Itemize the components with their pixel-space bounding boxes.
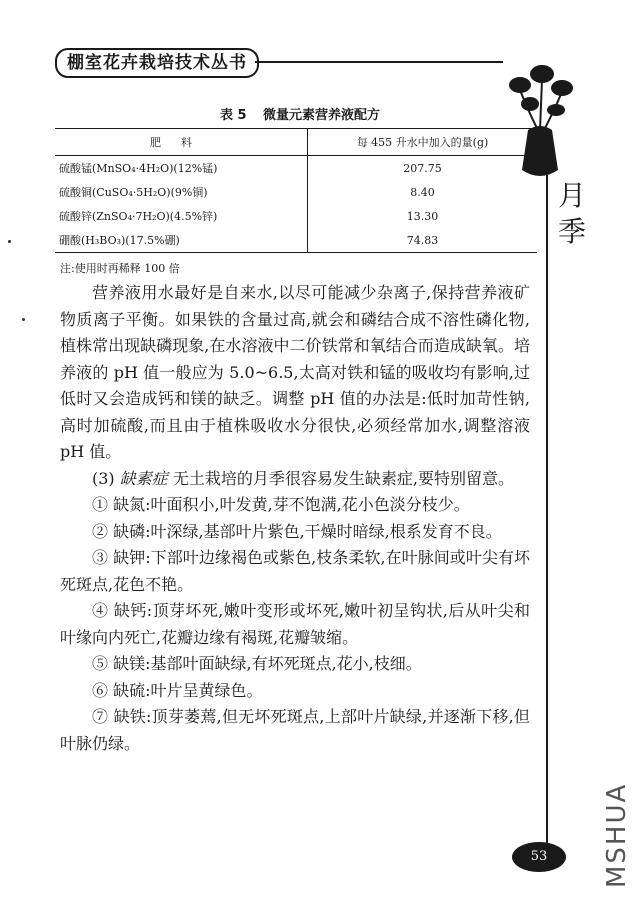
column-header-fertilizer: 肥料 bbox=[55, 129, 308, 156]
side-title-char-1: 月 bbox=[557, 179, 586, 212]
table-row bbox=[55, 204, 537, 228]
fertilizer-name: 硼酸(H₃BO₃)(17.5%硼) bbox=[55, 228, 308, 253]
list-item: ⑦ 缺铁:顶芽萎蔫,但无坏死斑点,上部叶片缺绿,并逐渐下移,但叶脉仍绿。 bbox=[60, 707, 530, 753]
table-title: 微量元素营养液配方 bbox=[263, 108, 381, 123]
fertilizer-name: 硫酸锌(ZnSO₄·7H₂O)(4.5%锌) bbox=[55, 204, 308, 228]
list-item: ⑥ 缺硫:叶片呈黄绿色。 bbox=[92, 680, 263, 700]
table-row bbox=[55, 156, 537, 181]
table-caption bbox=[60, 104, 540, 123]
table-header-row bbox=[55, 129, 537, 156]
fertilizer-amount: 207.75 bbox=[403, 161, 442, 175]
side-chapter-title bbox=[552, 178, 592, 250]
body-text bbox=[60, 280, 530, 757]
table-row bbox=[55, 180, 537, 204]
section-number: (3) bbox=[92, 468, 115, 488]
margin-mark bbox=[8, 240, 11, 243]
header-rule bbox=[255, 61, 503, 63]
list-item: ① 缺氮:叶面积小,叶发黄,芽不饱满,花小色淡分枝少。 bbox=[92, 495, 470, 514]
fertilizer-amount: 8.40 bbox=[410, 185, 435, 199]
series-title: 棚室花卉栽培技术丛书 bbox=[55, 48, 259, 78]
section-intro-text: 无土栽培的月季很容易发生缺素症,要特别留意。 bbox=[172, 468, 514, 488]
list-item: ② 缺磷:叶深绿,基部叶片紫色,干燥时暗绿,根系发育不良。 bbox=[92, 521, 502, 541]
right-margin-rule bbox=[546, 175, 548, 845]
table-row bbox=[55, 228, 537, 253]
section-term: 缺素症 bbox=[119, 468, 168, 488]
paragraph-deficiency-intro bbox=[60, 466, 530, 493]
column-header-amount: 每 455 升水中加入的量(g) bbox=[308, 129, 538, 156]
list-item: ④ 缺钙:顶芽坏死,嫩叶变形或坏死,嫩叶初呈钩状,后从叶尖和叶缘向内死亡,花瓣边缘有褐斑,花瓣皱缩。 bbox=[60, 601, 530, 647]
fertilizer-amount: 74.83 bbox=[308, 228, 538, 253]
page-number-badge: 53 bbox=[512, 842, 566, 872]
fertilizer-name: 硫酸铜(CuSO₄·5H₂O)(9%铜) bbox=[55, 180, 308, 204]
nutrient-table bbox=[55, 128, 537, 253]
paragraph-water-ph: 营养液用水最好是自来水,以尽可能减少杂离子,保持营养液矿物质离子平衡。如果铁的含量过高,就会和磷结合成不溶性磷化物,植株常出现缺磷现象,在水溶液中二价铁常和氧结合而造成缺氧。培养液的 pH 值一般应为 5.0~6.5,太高对铁和锰的吸收均有影响,过低时又会造成钙和镁的缺乏。调整 pH 值的办法是:低时加苛性钠,高时加硫酸,而且由于植株吸收水分很快,必须经常加水,调整溶液 pH 值。 bbox=[60, 283, 530, 461]
fertilizer-name: 硫酸锰(MnSO₄·4H₂O)(12%锰) bbox=[55, 156, 308, 181]
watermark: MSHUA bbox=[602, 782, 632, 888]
table-note: 注:使用时再稀释 100 倍 bbox=[60, 262, 180, 275]
table-number: 表 5 bbox=[219, 108, 247, 123]
margin-mark bbox=[22, 318, 25, 321]
side-title-char-2: 季 bbox=[557, 215, 586, 248]
list-item: ⑤ 缺镁:基部叶面缺绿,有坏死斑点,花小,枝细。 bbox=[92, 654, 422, 673]
fertilizer-amount: 13.30 bbox=[406, 209, 439, 223]
list-item: ③ 缺钾:下部叶边缘褐色或紫色,枝条柔软,在叶脉间或叶尖有坏死斑点,花色不艳。 bbox=[60, 548, 530, 594]
